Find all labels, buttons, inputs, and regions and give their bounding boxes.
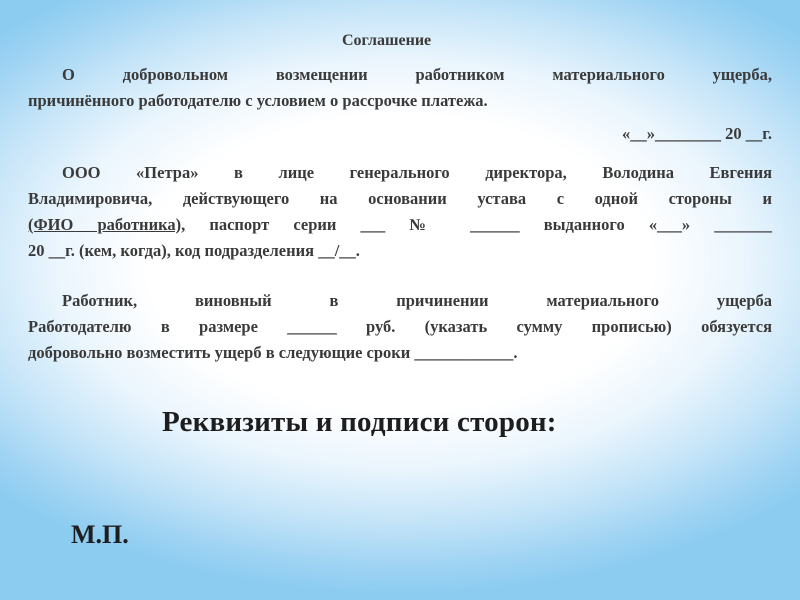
- parties-line-1: ООО «Петра» в лице генерального директора, Володина Евгения: [62, 163, 772, 182]
- parties-paragraph: [28, 160, 772, 264]
- subject-line-2: причинённого работодателю с условием о рассрочке платежа.: [28, 91, 488, 110]
- obligation-paragraph: [28, 288, 772, 366]
- obligation-line-2: Работодателю в размере ______ руб. (указать сумму прописью) обязуется: [28, 317, 772, 336]
- subject-line-1: О добровольном возмещении работником материального ущерба,: [62, 65, 772, 84]
- agreement-subject: [28, 62, 772, 114]
- parties-line-4: 20 __г. (кем, когда), код подразделения __/__.: [28, 241, 360, 260]
- obligation-line-3: добровольно возместить ущерб в следующие сроки ____________.: [28, 343, 518, 362]
- parties-line-2: Владимировича, действующего на основании устава с одной стороны и: [28, 189, 772, 208]
- parties-line-3: [28, 212, 772, 238]
- obligation-line-1: Работник, виновный в причинении материального ущерба: [62, 291, 772, 310]
- document-title: Соглашение: [342, 32, 432, 49]
- employee-name-placeholder: (ФИО работника),: [28, 215, 186, 234]
- signatures-heading: Реквизиты и подписи сторон:: [162, 406, 557, 438]
- seal-placeholder: М.П.: [71, 520, 129, 549]
- passport-details: паспорт серии ___ № ______ выданного «___» _______: [185, 215, 772, 234]
- date-line: «__»________ 20 __г.: [621, 124, 772, 143]
